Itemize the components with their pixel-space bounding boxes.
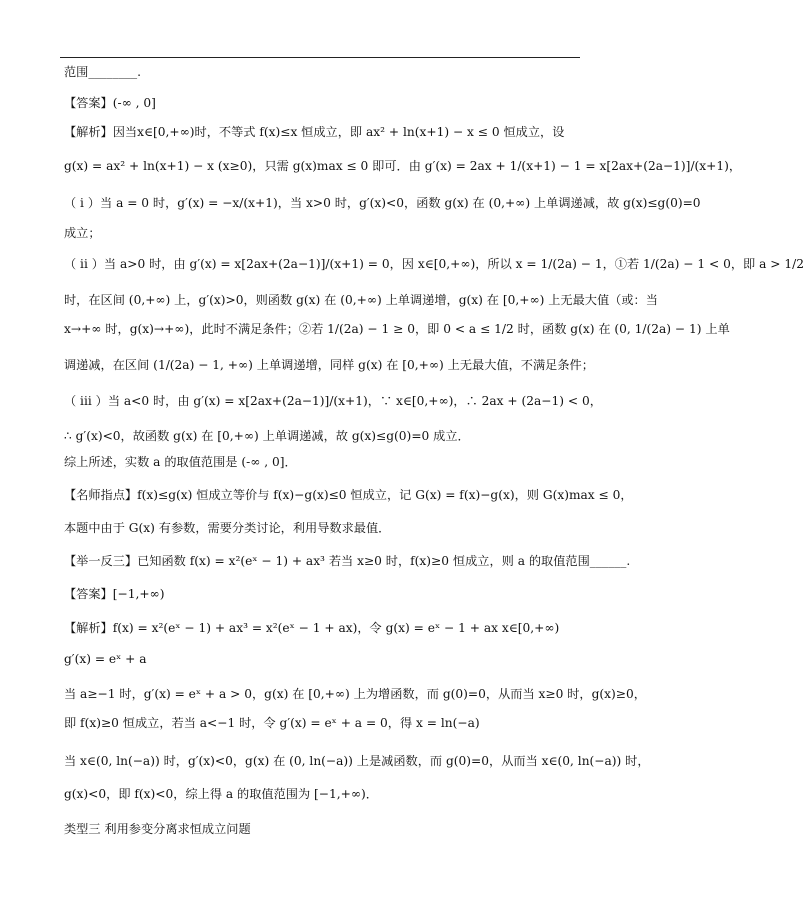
header-rule [60,57,580,58]
teacher-tip-line-1: 【名师指点】f(x)≤g(x) 恒成立等价与 f(x)−g(x)≤0 恒成立，记 G(x) = f(x)−g(x)，则 G(x)max ≤ 0， [64,488,633,502]
example-analysis-line-2: g′(x) = eˣ + a [64,652,147,666]
case-ii-line-3: x→+∞ 时，g(x)→+∞)，此时不满足条件；②若 1/(2a) − 1 ≥ 0，即 0 < a ≤ 1/2 时，函数 g(x) 在 (0, 1/(2a) − 1) 上单 [64,322,730,336]
case-ii-line-4: 调递减，在区间 (1/(2a) − 1, +∞) 上单调递增，同样 g(x) 在 [0,+∞) 上无最大值，不满足条件； [64,358,594,372]
case-i-line-1: （ i ）当 a = 0 时，g′(x) = −x/(x+1)，当 x>0 时，g′(x)<0，函数 g(x) 在 (0,+∞) 上单调递减，故 g(x)≤g(0)=0 [64,196,701,210]
analysis-line-1: 【解析】因当x∈[0,+∞)时，不等式 f(x)≤x 恒成立，即 ax² + ln(x+1) − x ≤ 0 恒成立，设 [64,125,565,139]
teacher-tip-line-2: 本题中由于 G(x) 有参数，需要分类讨论，利用导数求最值． [64,521,391,535]
example-analysis-line-1: 【解析】f(x) = x²(eˣ − 1) + ax³ = x²(eˣ − 1 + ax)，令 g(x) = eˣ − 1 + ax x∈[0,+∞) [64,621,560,635]
case-iii-line-1: （ iii ）当 a<0 时，由 g′(x) = x[2ax+(2a−1)]/(x+1)，∵ x∈[0,+∞)，∴ 2ax + (2a−1) < 0， [64,394,602,408]
answer-line: 【答案】(-∞ , 0] [64,96,156,110]
example-analysis-line-6: g(x)<0，即 f(x)<0，综上得 a 的取值范围为 [−1,+∞)． [64,787,378,801]
case-ii-line-2: 时，在区间 (0,+∞) 上，g′(x)>0，则函数 g(x) 在 (0,+∞) 上单调递增，g(x) 在 [0,+∞) 上无最大值（或：当 [64,293,658,307]
case-ii-line-1: （ ii ）当 a>0 时，由 g′(x) = x[2ax+(2a−1)]/(x+1) = 0，因 x∈[0,+∞)，所以 x = 1/(2a) − 1，①若 1/(2a) − 1 < 0，即 a > 1/2 [64,257,804,271]
example-analysis-line-3: 当 a≥−1 时，g′(x) = eˣ + a > 0，g(x) 在 [0,+∞) 上为增函数，而 g(0)=0，从而当 x≥0 时，g(x)≥0， [64,687,646,701]
case-i-line-2: 成立； [64,226,101,240]
summary-line: 综上所述，实数 a 的取值范围是 (-∞ , 0]． [64,455,297,469]
example-answer-line: 【答案】[−1,+∞) [64,587,165,601]
example-analysis-line-5: 当 x∈(0, ln(−a)) 时，g′(x)<0，g(x) 在 (0, ln(−a)) 上是减函数，而 g(0)=0，从而当 x∈(0, ln(−a)) 时， [64,754,650,768]
case-iii-line-2: ∴ g′(x)<0，故函数 g(x) 在 [0,+∞) 上单调递减，故 g(x)≤g(0)=0 成立． [64,429,470,443]
section-type-three-heading: 类型三 利用参变分离求恒成立问题 [64,822,251,836]
example-problem-line: 【举一反三】已知函数 f(x) = x²(eˣ − 1) + ax³ 若当 x≥0 时，f(x)≥0 恒成立，则 a 的取值范围______. [64,554,631,568]
text-line-range: 范围________. [64,65,141,79]
analysis-line-2: g(x) = ax² + ln(x+1) − x (x≥0)，只需 g(x)max ≤ 0 即可．由 g′(x) = 2ax + 1/(x+1) − 1 = x[2ax+(2a−1)]/(x+1)， [64,159,742,173]
example-analysis-line-4: 即 f(x)≥0 恒成立，若当 a<−1 时，令 g′(x) = eˣ + a = 0，得 x = ln(−a) [64,716,480,730]
